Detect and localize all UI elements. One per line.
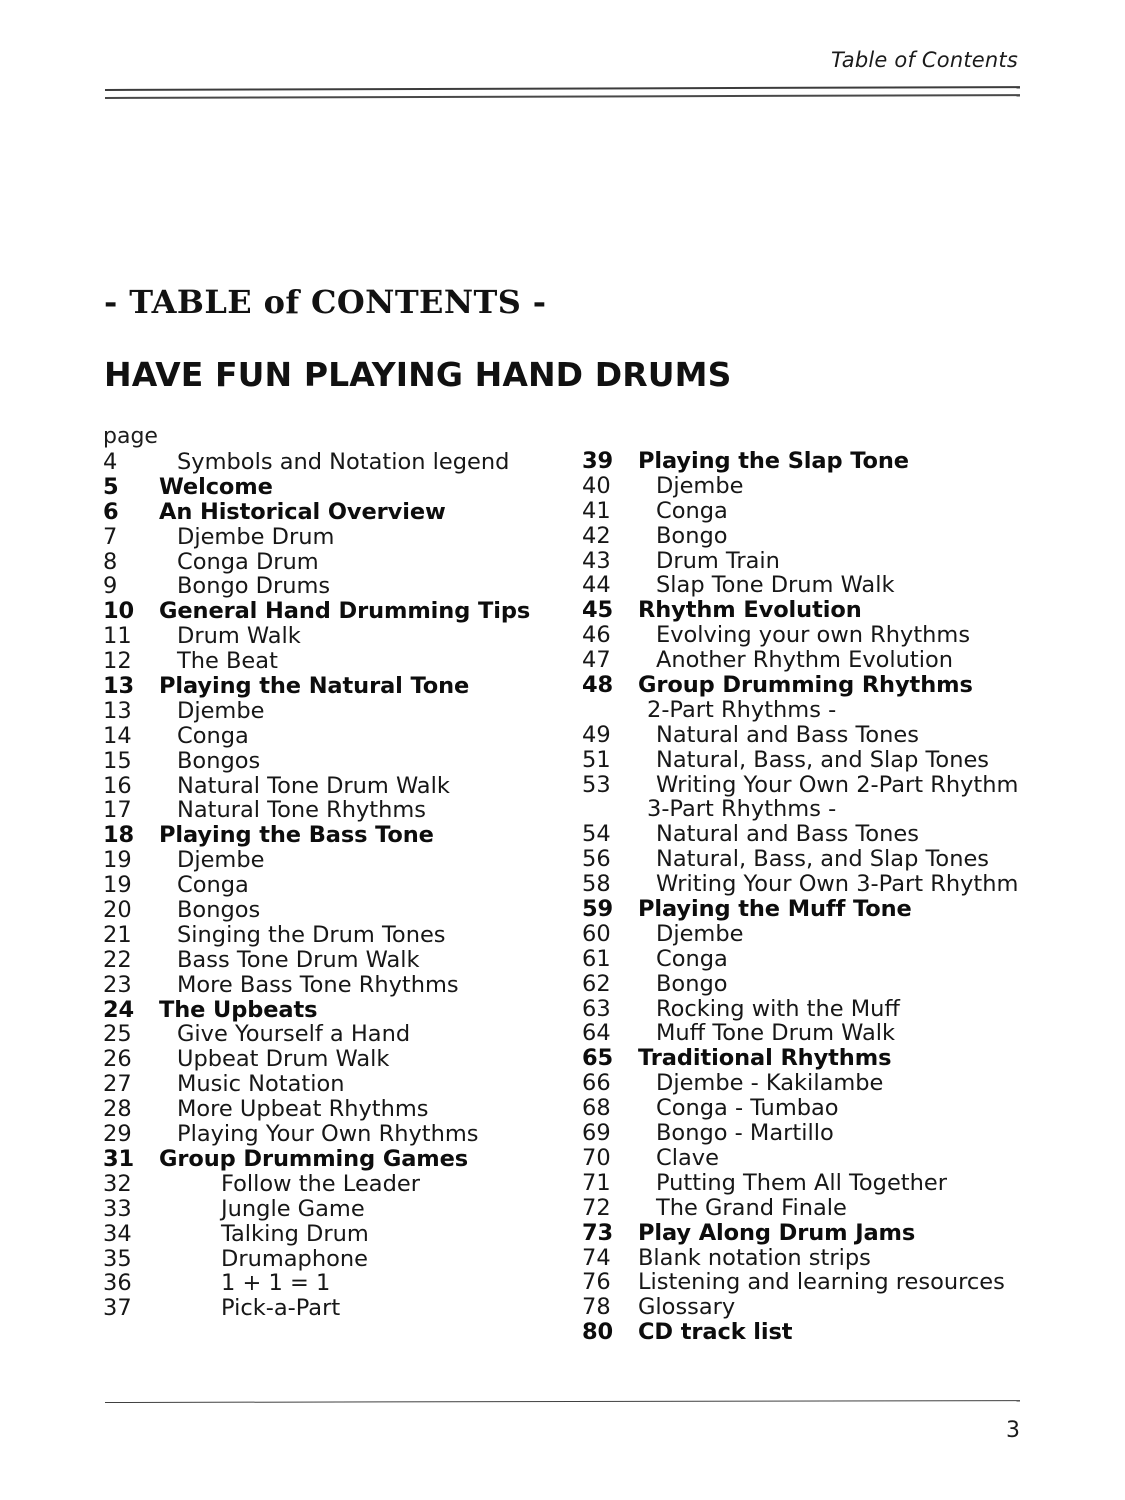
footer-page-number: 3 bbox=[1006, 1418, 1020, 1443]
toc-entry[interactable] bbox=[103, 723, 573, 748]
toc-entry[interactable] bbox=[582, 747, 1052, 772]
toc-entry-label: Bongo Drums bbox=[177, 573, 331, 600]
toc-entry-label: More Upbeat Rhythms bbox=[177, 1096, 429, 1123]
toc-entry-page-number: 25 bbox=[103, 1021, 132, 1048]
toc-entry-page-number: 42 bbox=[582, 522, 611, 549]
toc-entry-label: 2-Part Rhythms - bbox=[647, 696, 837, 723]
toc-entry-page-number: 64 bbox=[582, 1020, 611, 1047]
toc-entry-page-number: 69 bbox=[582, 1120, 611, 1147]
toc-entry-page-number: 24 bbox=[103, 996, 135, 1023]
toc-entry-label: Play Along Drum Jams bbox=[638, 1219, 916, 1246]
toc-entry-label: Conga bbox=[656, 497, 728, 524]
toc-entry-label: Djembe bbox=[656, 472, 744, 499]
toc-entry-label: Drum Train bbox=[656, 547, 780, 574]
toc-entry-page-number: 39 bbox=[582, 448, 614, 474]
toc-entry-page-number: 33 bbox=[103, 1195, 132, 1222]
toc-entry[interactable] bbox=[582, 1095, 1052, 1120]
toc-entry[interactable] bbox=[103, 822, 573, 847]
toc-entry-page-number: 41 bbox=[582, 497, 611, 524]
toc-entry-page-number: 46 bbox=[582, 622, 611, 649]
toc-entry-label: Follow the Leader bbox=[221, 1170, 420, 1197]
toc-entry-label: Conga bbox=[656, 945, 728, 972]
toc-entry-page-number: 31 bbox=[103, 1145, 135, 1172]
toc-entry[interactable] bbox=[582, 448, 1052, 473]
toc-entry-label: The Beat bbox=[177, 648, 278, 675]
toc-entry-label: Rocking with the Muff bbox=[656, 995, 900, 1022]
toc-entry-page-number: 6 bbox=[103, 498, 119, 525]
toc-entry[interactable] bbox=[103, 1270, 573, 1295]
toc-entry-label: Jungle Game bbox=[221, 1195, 365, 1222]
toc-entry[interactable] bbox=[582, 1045, 1052, 1070]
toc-entry-label: More Bass Tone Rhythms bbox=[177, 971, 459, 998]
toc-entry[interactable] bbox=[103, 947, 573, 972]
toc-entry[interactable] bbox=[582, 722, 1052, 747]
toc-entry-page-number: 47 bbox=[582, 647, 611, 674]
toc-entry-label: Conga bbox=[177, 722, 249, 749]
toc-entry[interactable] bbox=[582, 1170, 1052, 1195]
toc-entry-page-number: 21 bbox=[103, 921, 132, 948]
toc-entry[interactable] bbox=[103, 1246, 573, 1271]
header-rule-top bbox=[105, 86, 1020, 90]
toc-entry[interactable] bbox=[582, 697, 1052, 722]
toc-entry[interactable] bbox=[103, 748, 573, 773]
toc-entry[interactable] bbox=[582, 1145, 1052, 1170]
toc-entry-page-number: 56 bbox=[582, 846, 611, 873]
toc-entry[interactable] bbox=[103, 1171, 573, 1196]
toc-entry-label: Natural, Bass, and Slap Tones bbox=[656, 846, 990, 873]
toc-entry-page-number: 17 bbox=[103, 797, 132, 824]
toc-entry-page-number: 40 bbox=[582, 472, 611, 499]
toc-entry-label: Pick-a-Part bbox=[221, 1295, 341, 1322]
toc-entry[interactable] bbox=[103, 847, 573, 872]
toc-entry[interactable] bbox=[103, 549, 573, 574]
toc-entry-page-number: 8 bbox=[103, 548, 118, 575]
toc-entry-page-number: 23 bbox=[103, 971, 132, 998]
toc-entry[interactable] bbox=[582, 871, 1052, 896]
toc-entry[interactable] bbox=[582, 896, 1052, 921]
toc-entry-label: Another Rhythm Evolution bbox=[656, 647, 954, 674]
toc-entry[interactable] bbox=[582, 647, 1052, 672]
toc-entry[interactable] bbox=[582, 473, 1052, 498]
toc-entry-label: Blank notation strips bbox=[638, 1244, 871, 1271]
toc-entry-page-number: 27 bbox=[103, 1071, 132, 1098]
toc-entry[interactable] bbox=[582, 572, 1052, 597]
toc-entry-label: Writing Your Own 3-Part Rhythm bbox=[656, 871, 1019, 898]
toc-entry-label: Traditional Rhythms bbox=[638, 1045, 892, 1072]
toc-entry-page-number: 11 bbox=[103, 623, 132, 650]
toc-entry-label: Djembe bbox=[177, 697, 265, 724]
toc-entry[interactable] bbox=[103, 1146, 573, 1171]
toc-entry[interactable] bbox=[103, 474, 573, 499]
toc-entry-page-number: 49 bbox=[582, 721, 611, 748]
toc-entry[interactable] bbox=[103, 698, 573, 723]
toc-entry-page-number: 35 bbox=[103, 1245, 132, 1272]
toc-entry-label: Natural and Bass Tones bbox=[656, 821, 919, 848]
toc-entry-page-number: 60 bbox=[582, 920, 611, 947]
toc-entry[interactable] bbox=[582, 548, 1052, 573]
toc-entry-label: Give Yourself a Hand bbox=[177, 1021, 411, 1048]
toc-entry-label: Djembe Drum bbox=[177, 523, 335, 550]
toc-entry-page-number: 28 bbox=[103, 1096, 132, 1123]
footer-rule bbox=[105, 1400, 1020, 1403]
toc-entry-label: Natural and Bass Tones bbox=[656, 721, 919, 748]
toc-list-right bbox=[582, 448, 1052, 1344]
toc-entry-label: Glossary bbox=[638, 1294, 736, 1321]
toc-entry-label: Conga Drum bbox=[177, 548, 319, 575]
toc-entry-label: Music Notation bbox=[177, 1071, 345, 1098]
toc-entry-page-number: 62 bbox=[582, 970, 611, 997]
toc-entry-label: 1 + 1 = 1 bbox=[221, 1270, 331, 1297]
toc-entry[interactable] bbox=[582, 1294, 1052, 1319]
toc-entry-page-number: 5 bbox=[103, 473, 119, 500]
toc-entry[interactable] bbox=[582, 672, 1052, 697]
toc-entry[interactable] bbox=[582, 1220, 1052, 1245]
toc-entry-label: Djembe - Kakilambe bbox=[656, 1070, 884, 1097]
toc-entry-page-number: 53 bbox=[582, 771, 611, 798]
toc-list-left bbox=[103, 449, 573, 1320]
toc-entry[interactable] bbox=[582, 971, 1052, 996]
toc-entry-label: Bongos bbox=[177, 747, 261, 774]
page-title: - TABLE of CONTENTS - bbox=[104, 283, 547, 321]
toc-entry-label: Muff Tone Drum Walk bbox=[656, 1020, 896, 1047]
toc-entry-label: Singing the Drum Tones bbox=[177, 921, 446, 948]
toc-entry-page-number: 66 bbox=[582, 1070, 611, 1097]
toc-entry-label: Writing Your Own 2-Part Rhythm bbox=[656, 771, 1019, 798]
toc-entry[interactable] bbox=[582, 1195, 1052, 1220]
toc-entry-page-number: 45 bbox=[582, 597, 614, 624]
toc-entry-label: Welcome bbox=[159, 473, 273, 500]
toc-entry-label: Group Drumming Games bbox=[159, 1145, 469, 1172]
toc-entry[interactable] bbox=[582, 796, 1052, 821]
toc-entry-page-number: 15 bbox=[103, 747, 132, 774]
toc-entry-label: Bongo bbox=[656, 970, 728, 997]
toc-entry-label: Clave bbox=[656, 1144, 719, 1171]
toc-entry-label: Listening and learning resources bbox=[638, 1269, 1005, 1296]
toc-entry[interactable] bbox=[103, 1096, 573, 1121]
toc-entry[interactable] bbox=[582, 1319, 1052, 1344]
toc-entry-label: Natural Tone Rhythms bbox=[177, 797, 427, 824]
toc-entry-page-number: 12 bbox=[103, 648, 132, 675]
toc-entry-page-number: 29 bbox=[103, 1121, 132, 1148]
toc-entry-page-number: 18 bbox=[103, 822, 135, 849]
toc-entry-page-number: 13 bbox=[103, 697, 132, 724]
running-head bbox=[105, 48, 1020, 104]
toc-entry-label: Playing the Muff Tone bbox=[638, 896, 912, 923]
toc-entry[interactable] bbox=[103, 573, 573, 598]
toc-entry-page-number: 16 bbox=[103, 772, 132, 799]
toc-entry-label: Slap Tone Drum Walk bbox=[656, 572, 895, 599]
toc-entry[interactable] bbox=[103, 897, 573, 922]
toc-entry-page-number: 74 bbox=[582, 1244, 611, 1271]
toc-entry-label: Bongos bbox=[177, 897, 261, 924]
toc-entry-label: Conga - Tumbao bbox=[656, 1095, 839, 1122]
toc-entry[interactable] bbox=[103, 1221, 573, 1246]
toc-entry-label: Playing the Natural Tone bbox=[159, 673, 470, 700]
toc-entry-page-number: 36 bbox=[103, 1270, 132, 1297]
toc-entry-page-number: 48 bbox=[582, 672, 614, 699]
toc-entry-page-number: 61 bbox=[582, 945, 611, 972]
toc-entry-page-number: 19 bbox=[103, 847, 132, 874]
toc-entry[interactable] bbox=[582, 498, 1052, 523]
toc-entry[interactable] bbox=[103, 1021, 573, 1046]
toc-entry-page-number: 59 bbox=[582, 896, 614, 923]
toc-entry[interactable] bbox=[582, 1269, 1052, 1294]
toc-entry[interactable] bbox=[103, 1071, 573, 1096]
toc-entry-page-number: 32 bbox=[103, 1170, 132, 1197]
toc-entry-label: Playing the Bass Tone bbox=[159, 822, 434, 849]
book-title: HAVE FUN PLAYING HAND DRUMS bbox=[104, 355, 732, 394]
toc-entry-label: Evolving your own Rhythms bbox=[656, 622, 971, 649]
toc-entry-label: CD track list bbox=[638, 1319, 793, 1346]
toc-entry-page-number: 63 bbox=[582, 995, 611, 1022]
toc-entry-label: Playing the Slap Tone bbox=[638, 448, 909, 474]
toc-entry-label: The Grand Finale bbox=[656, 1194, 847, 1221]
toc-entry-page-number: 34 bbox=[103, 1220, 132, 1247]
toc-entry-label: Group Drumming Rhythms bbox=[638, 672, 973, 699]
toc-entry[interactable] bbox=[582, 622, 1052, 647]
toc-entry-page-number: 65 bbox=[582, 1045, 614, 1072]
toc-entry-label: Djembe bbox=[656, 920, 744, 947]
toc-entry-page-number: 22 bbox=[103, 946, 132, 973]
toc-entry-page-number: 58 bbox=[582, 871, 611, 898]
toc-entry[interactable] bbox=[103, 673, 573, 698]
toc-entry-label: Bongo - Martillo bbox=[656, 1120, 834, 1147]
toc-entry-label: 3-Part Rhythms - bbox=[647, 796, 837, 823]
toc-entry-page-number: 44 bbox=[582, 572, 611, 599]
toc-entry-page-number: 10 bbox=[103, 598, 135, 625]
toc-entry-page-number: 71 bbox=[582, 1169, 611, 1196]
toc-entry[interactable] bbox=[103, 499, 573, 524]
toc-entry-page-number: 13 bbox=[103, 673, 135, 700]
toc-entry[interactable] bbox=[582, 1070, 1052, 1095]
toc-entry-label: Putting Them All Together bbox=[656, 1169, 947, 1196]
toc-entry[interactable] bbox=[103, 922, 573, 947]
toc-entry[interactable] bbox=[103, 524, 573, 549]
toc-entry-label: Drumaphone bbox=[221, 1245, 368, 1272]
toc-entry[interactable] bbox=[103, 1295, 573, 1320]
toc-entry[interactable] bbox=[582, 846, 1052, 871]
toc-entry-page-number: 73 bbox=[582, 1219, 614, 1246]
toc-entry[interactable] bbox=[103, 1046, 573, 1071]
toc-entry[interactable] bbox=[582, 821, 1052, 846]
toc-entry-page-number: 72 bbox=[582, 1194, 611, 1221]
toc-entry[interactable] bbox=[582, 946, 1052, 971]
toc-entry-page-number: 20 bbox=[103, 897, 132, 924]
toc-entry-page-number: 7 bbox=[103, 523, 118, 550]
toc-entry[interactable] bbox=[103, 449, 573, 474]
toc-entry-label: General Hand Drumming Tips bbox=[159, 598, 531, 625]
toc-entry[interactable] bbox=[103, 1121, 573, 1146]
toc-entry-page-number: 37 bbox=[103, 1295, 132, 1322]
toc-entry-label: Natural Tone Drum Walk bbox=[177, 772, 450, 799]
toc-entry-page-number: 76 bbox=[582, 1269, 611, 1296]
toc-entry-label: Djembe bbox=[177, 847, 265, 874]
toc-entry[interactable] bbox=[582, 996, 1052, 1021]
toc-entry-label: Symbols and Notation legend bbox=[177, 449, 510, 475]
toc-entry-label: Talking Drum bbox=[221, 1220, 369, 1247]
toc-column-left bbox=[103, 424, 573, 1320]
toc-entry-label: An Historical Overview bbox=[159, 498, 446, 525]
toc-entry-label: Upbeat Drum Walk bbox=[177, 1046, 390, 1073]
toc-entry-label: Natural, Bass, and Slap Tones bbox=[656, 746, 990, 773]
toc-entry-page-number: 68 bbox=[582, 1095, 611, 1122]
toc-entry-page-number: 19 bbox=[103, 872, 132, 899]
toc-entry[interactable] bbox=[103, 648, 573, 673]
toc-entry-page-number: 51 bbox=[582, 746, 611, 773]
toc-entry[interactable] bbox=[582, 921, 1052, 946]
toc-entry-page-number: 80 bbox=[582, 1319, 614, 1346]
toc-entry[interactable] bbox=[582, 1020, 1052, 1045]
toc-entry-page-number: 78 bbox=[582, 1294, 611, 1321]
toc-entry-page-number: 70 bbox=[582, 1144, 611, 1171]
toc-entry-page-number: 9 bbox=[103, 573, 118, 600]
toc-entry[interactable] bbox=[103, 972, 573, 997]
toc-column-right bbox=[582, 448, 1052, 1344]
toc-entry-label: Rhythm Evolution bbox=[638, 597, 862, 624]
running-head-title: Table of Contents bbox=[830, 48, 1018, 72]
toc-entry[interactable] bbox=[582, 1120, 1052, 1145]
toc-entry[interactable] bbox=[582, 523, 1052, 548]
page-column-label: page bbox=[103, 424, 158, 449]
toc-entry[interactable] bbox=[103, 623, 573, 648]
toc-entry-page-number: 14 bbox=[103, 722, 132, 749]
toc-entry-label: Drum Walk bbox=[177, 623, 301, 650]
toc-entry-page-number: 26 bbox=[103, 1046, 132, 1073]
toc-entry-page-number: 54 bbox=[582, 821, 611, 848]
toc-entry-label: Conga bbox=[177, 872, 249, 899]
toc-entry-label: The Upbeats bbox=[159, 996, 318, 1023]
toc-entry[interactable] bbox=[103, 1196, 573, 1221]
toc-entry-page-number: 4 bbox=[103, 449, 118, 475]
toc-entry-label: Bongo bbox=[656, 522, 728, 549]
toc-entry-label: Bass Tone Drum Walk bbox=[177, 946, 420, 973]
toc-entry[interactable] bbox=[103, 997, 573, 1022]
toc-entry[interactable] bbox=[582, 597, 1052, 622]
toc-entry[interactable] bbox=[582, 1245, 1052, 1270]
toc-entry[interactable] bbox=[103, 773, 573, 798]
toc-entry-page-number: 43 bbox=[582, 547, 611, 574]
toc-entry[interactable] bbox=[103, 598, 573, 623]
toc-entry-label: Playing Your Own Rhythms bbox=[177, 1121, 479, 1148]
toc-entry[interactable] bbox=[582, 772, 1052, 797]
header-rule-bottom bbox=[105, 94, 1020, 98]
toc-entry[interactable] bbox=[103, 797, 573, 822]
toc-entry[interactable] bbox=[103, 872, 573, 897]
